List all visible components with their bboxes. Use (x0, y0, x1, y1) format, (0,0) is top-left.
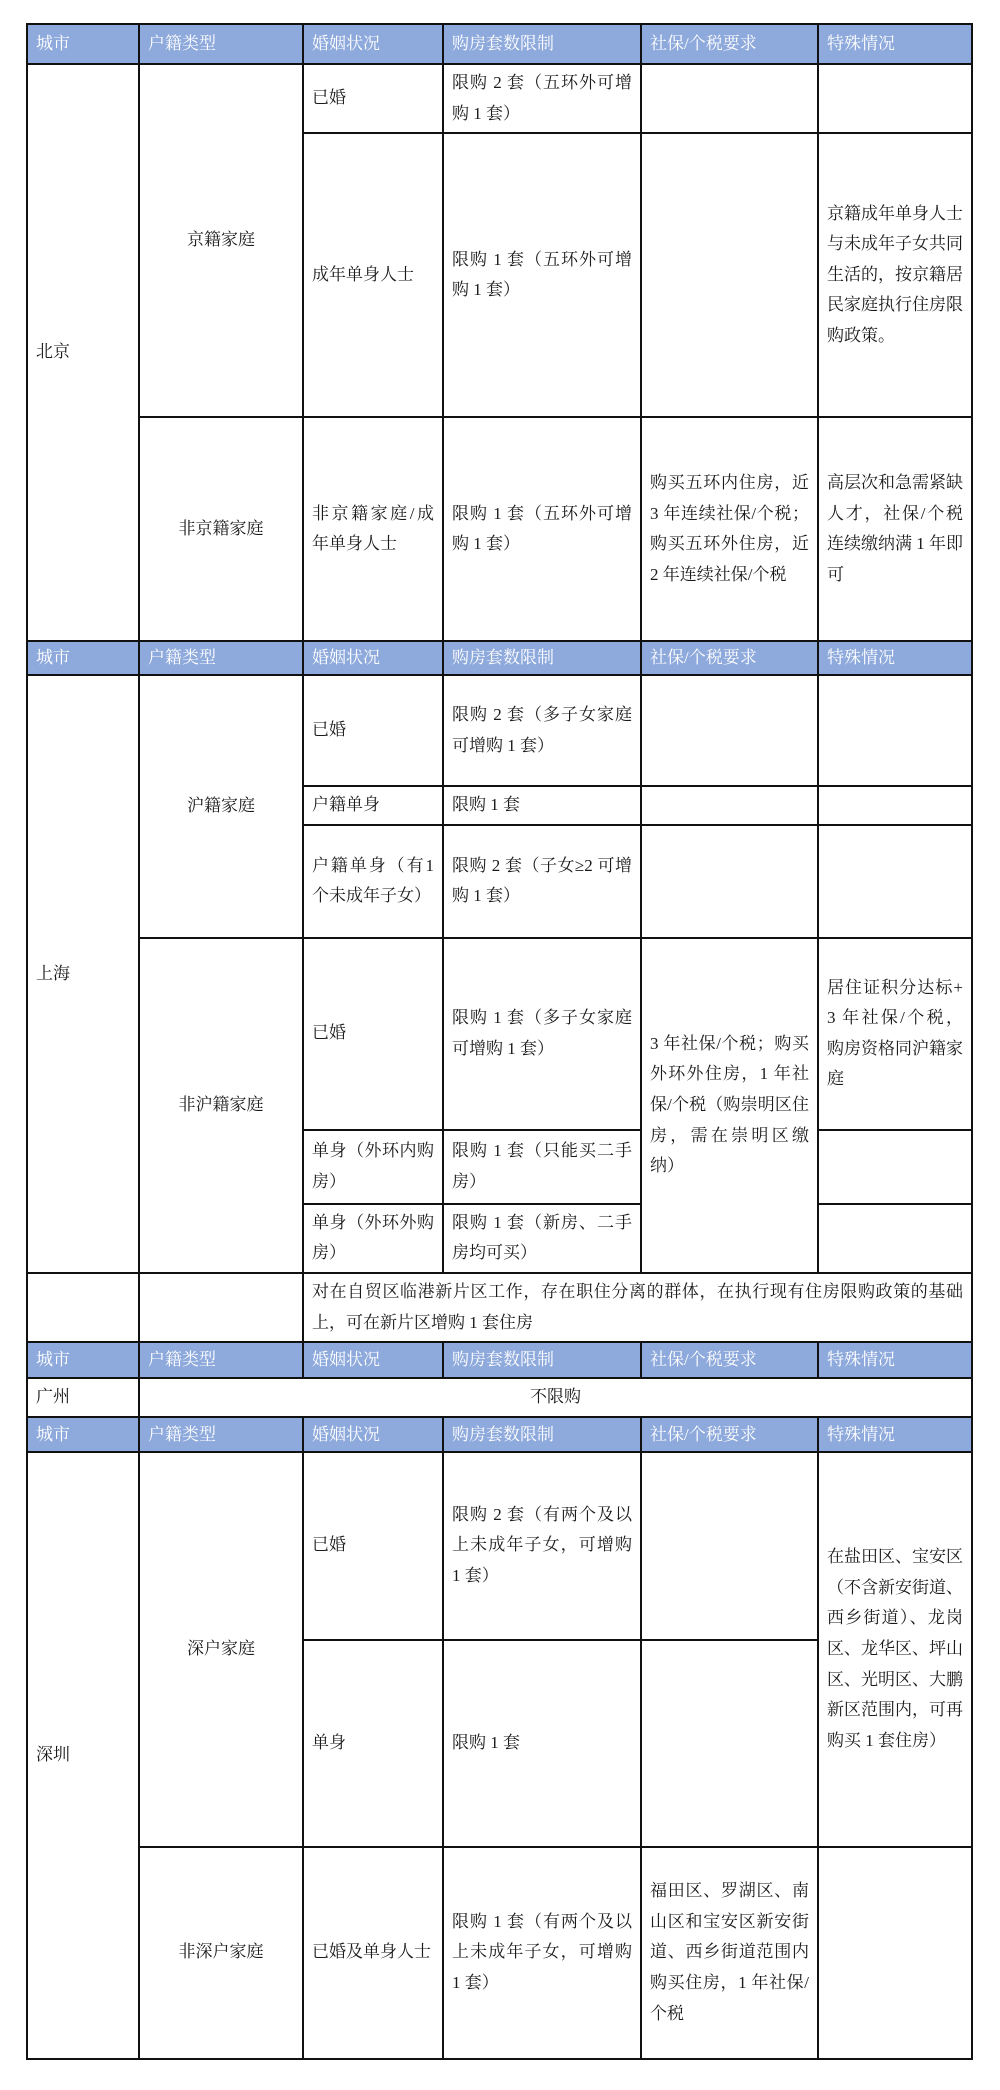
shanghai-r1-status-cell: 已婚 (303, 675, 443, 786)
empty-cell (818, 64, 972, 133)
header-row-1 (27, 24, 972, 64)
header-social-security: 社保/个税要求 (641, 24, 818, 64)
header-social-security: 社保/个税要求 (641, 1417, 818, 1452)
header-marital-status: 婚姻状况 (303, 1417, 443, 1452)
shanghai-huji-family-cell: 沪籍家庭 (139, 675, 303, 938)
header-hukou-type: 户籍类型 (139, 1417, 303, 1452)
beijing-city-cell: 北京 (27, 64, 139, 641)
empty-cell (818, 1204, 972, 1273)
shanghai-nonhuji-ss-cell: 3 年社保/个税；购买外环外住房，1 年社保/个税（购崇明区住房，需在崇明区缴纳） (641, 938, 818, 1273)
shenzhen-r2-status-cell: 单身 (303, 1640, 443, 1847)
header-city: 城市 (27, 641, 139, 675)
shanghai-local-married-row (27, 675, 972, 786)
shenzhen-shenhu-special-cell: 在盐田区、宝安区（不含新安街道、西乡街道）、龙岗区、龙华区、坪山区、光明区、大鹏新区范围内，可再购买 1 套住房） (818, 1452, 972, 1847)
header-special: 特殊情况 (818, 24, 972, 64)
shanghai-r5-status-cell: 单身（外环内购房） (303, 1130, 443, 1204)
empty-cell (641, 1640, 818, 1847)
empty-cell (641, 675, 818, 786)
shenzhen-city-cell: 深圳 (27, 1452, 139, 2059)
shanghai-city-cell: 上海 (27, 675, 139, 1273)
header-row-4 (27, 1417, 972, 1452)
empty-cell (818, 786, 972, 825)
header-marital-status: 婚姻状况 (303, 1342, 443, 1378)
empty-cell (139, 1273, 303, 1342)
shenzhen-nonshenhu-family-cell: 非深户家庭 (139, 1847, 303, 2059)
header-social-security: 社保/个税要求 (641, 641, 818, 675)
header-purchase-limit: 购房套数限制 (443, 1342, 641, 1378)
beijing-nonjingji-family-cell: 非京籍家庭 (139, 417, 303, 641)
shenzhen-r3-status-cell: 已婚及单身人士 (303, 1847, 443, 2059)
empty-cell (641, 786, 818, 825)
shanghai-r2-status-cell: 户籍单身 (303, 786, 443, 825)
shenzhen-local-married-row (27, 1452, 972, 1640)
empty-cell (27, 1273, 139, 1342)
shenzhen-r3-limit-cell: 限购 1 套（有两个及以上未成年子女，可增购 1 套） (443, 1847, 641, 2059)
beijing-nonjingji-limit-cell: 限购 1 套（五环外可增购 1 套） (443, 417, 641, 641)
shanghai-nonlocal-married-row (27, 938, 972, 1130)
beijing-single-limit-cell: 限购 1 套（五环外可增购 1 套） (443, 133, 641, 417)
empty-cell (641, 825, 818, 938)
empty-cell (818, 675, 972, 786)
guangzhou-city-cell: 广州 (27, 1378, 139, 1417)
shanghai-r3-limit-cell: 限购 2 套（子女≥2 可增购 1 套） (443, 825, 641, 938)
shanghai-r2-limit-cell: 限购 1 套 (443, 786, 641, 825)
beijing-jingji-family-cell: 京籍家庭 (139, 64, 303, 417)
header-purchase-limit: 购房套数限制 (443, 641, 641, 675)
shanghai-r6-limit-cell: 限购 1 套（新房、二手房均可买） (443, 1204, 641, 1273)
header-purchase-limit: 购房套数限制 (443, 24, 641, 64)
header-special: 特殊情况 (818, 641, 972, 675)
shenzhen-r1-status-cell: 已婚 (303, 1452, 443, 1640)
shenzhen-nonshenhu-ss-cell: 福田区、罗湖区、南山区和宝安区新安街道、西乡街道范围内购买住房，1 年社保/个税 (641, 1847, 818, 2059)
header-hukou-type: 户籍类型 (139, 641, 303, 675)
header-city: 城市 (27, 1342, 139, 1378)
shanghai-lingang-note-row (27, 1273, 972, 1342)
header-row-2 (27, 641, 972, 675)
header-special: 特殊情况 (818, 1417, 972, 1452)
shanghai-lingang-note-cell: 对在自贸区临港新片区工作，存在职住分离的群体，在执行现有住房限购政策的基础上，可在新片区增购 1 套住房 (303, 1273, 972, 1342)
header-marital-status: 婚姻状况 (303, 641, 443, 675)
header-purchase-limit: 购房套数限制 (443, 1417, 641, 1452)
empty-cell (818, 1847, 972, 2059)
header-row-3 (27, 1342, 972, 1378)
header-hukou-type: 户籍类型 (139, 24, 303, 64)
shenzhen-nonlocal-row (27, 1847, 972, 2059)
beijing-married-status-cell: 已婚 (303, 64, 443, 133)
header-city: 城市 (27, 1417, 139, 1452)
empty-cell (818, 1130, 972, 1204)
shanghai-r4-limit-cell: 限购 1 套（多子女家庭可增购 1 套） (443, 938, 641, 1130)
shanghai-r6-status-cell: 单身（外环外购房） (303, 1204, 443, 1273)
header-hukou-type: 户籍类型 (139, 1342, 303, 1378)
beijing-single-special-cell: 京籍成年单身人士与未成年子女共同生活的，按京籍居民家庭执行住房限购政策。 (818, 133, 972, 417)
beijing-nonjingji-status-cell: 非京籍家庭/成年单身人士 (303, 417, 443, 641)
shenzhen-shenhu-family-cell: 深户家庭 (139, 1452, 303, 1847)
empty-cell (641, 64, 818, 133)
beijing-married-limit-cell: 限购 2 套（五环外可增购 1 套） (443, 64, 641, 133)
empty-cell (641, 133, 818, 417)
guangzhou-row (27, 1378, 972, 1417)
beijing-married-row (27, 64, 972, 133)
header-city: 城市 (27, 24, 139, 64)
header-marital-status: 婚姻状况 (303, 24, 443, 64)
shanghai-r1-limit-cell: 限购 2 套（多子女家庭可增购 1 套） (443, 675, 641, 786)
housing-purchase-restriction-table (26, 23, 973, 2060)
beijing-nonjingji-special-cell: 高层次和急需紧缺人才，社保/个税连续缴纳满 1 年即可 (818, 417, 972, 641)
shenzhen-r2-limit-cell: 限购 1 套 (443, 1640, 641, 1847)
guangzhou-policy-cell: 不限购 (139, 1378, 972, 1417)
shanghai-r3-status-cell: 户籍单身（有1个未成年子女） (303, 825, 443, 938)
empty-cell (641, 1452, 818, 1640)
shenzhen-r1-limit-cell: 限购 2 套（有两个及以上未成年子女，可增购 1 套） (443, 1452, 641, 1640)
shanghai-r5-limit-cell: 限购 1 套（只能买二手房） (443, 1130, 641, 1204)
header-social-security: 社保/个税要求 (641, 1342, 818, 1378)
shanghai-r4-status-cell: 已婚 (303, 938, 443, 1130)
beijing-single-status-cell: 成年单身人士 (303, 133, 443, 417)
beijing-nonlocal-row (27, 417, 972, 641)
shanghai-r4-special-cell: 居住证积分达标+3 年社保/个税，购房资格同沪籍家庭 (818, 938, 972, 1130)
header-special: 特殊情况 (818, 1342, 972, 1378)
beijing-nonjingji-ss-cell: 购买五环内住房，近 3 年连续社保/个税；购买五环外住房，近 2 年连续社保/个税 (641, 417, 818, 641)
shanghai-nonhuji-family-cell: 非沪籍家庭 (139, 938, 303, 1273)
empty-cell (818, 825, 972, 938)
